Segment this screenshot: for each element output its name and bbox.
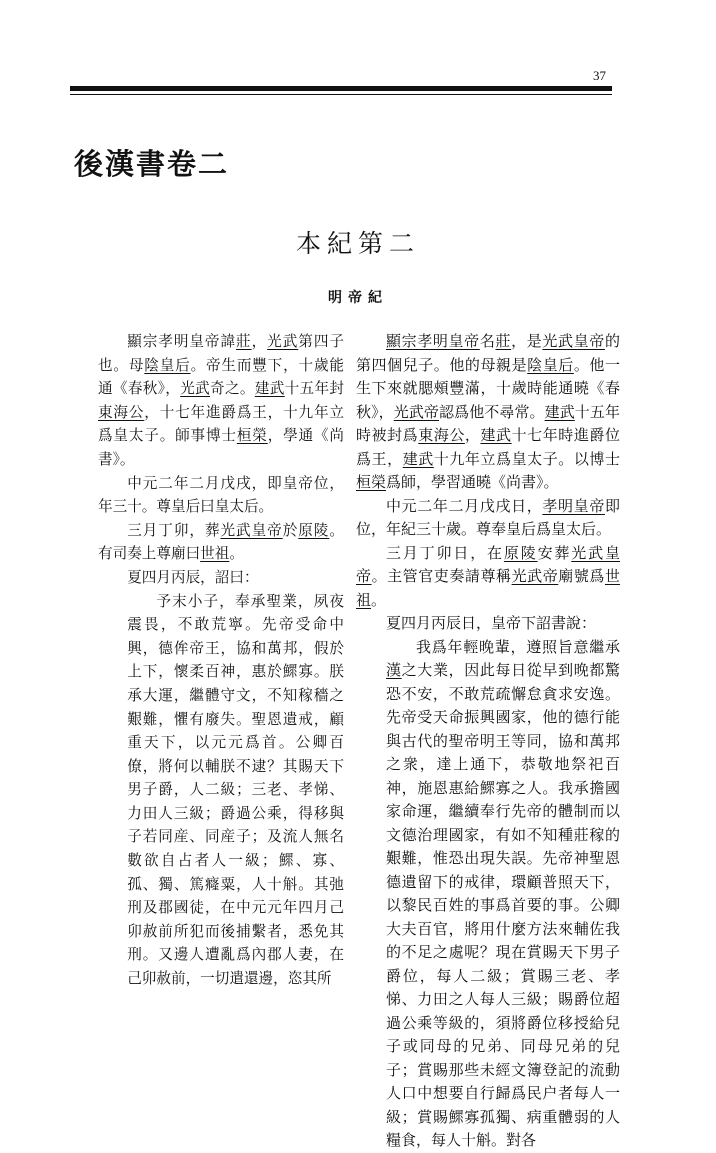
proper-name: 桓榮 [236, 427, 268, 445]
paragraph [356, 612, 620, 636]
proper-name: 原陵 [298, 521, 330, 539]
text-run: 我爲年輕晚輩，遵照旨意繼承 [416, 637, 620, 656]
proper-name: 世祖 [200, 545, 230, 563]
proper-name: 光武皇帝 [220, 521, 283, 539]
proper-name: 漢 [386, 661, 402, 679]
text-run: 中元二年二月戊戌，即皇帝位，年三十。尊皇后曰皇太后。 [98, 474, 344, 516]
page-number: 37 [593, 68, 606, 83]
proper-name: 東海公 [418, 426, 465, 444]
paragraph [98, 330, 344, 472]
chapter-title: 本紀第二 [295, 229, 420, 258]
edict-quote [356, 636, 620, 1153]
text-run: 第四子也。母 [98, 333, 344, 374]
proper-name: 光武 [180, 380, 211, 398]
book-title: 後漢書卷二 [74, 147, 230, 181]
translation-column [356, 330, 620, 1153]
section-title: 明帝紀 [328, 290, 388, 306]
text-run: 十九年立爲皇太子。以博士 [433, 449, 620, 468]
text-run: 。有司奏上尊廟曰 [98, 521, 344, 563]
paragraph [356, 542, 620, 613]
proper-name: 桓榮 [356, 473, 387, 491]
text-run: 認爲他不尋常。 [439, 402, 545, 421]
proper-name: 光武帝 [393, 402, 440, 421]
proper-name: 建武 [544, 402, 575, 421]
proper-name: 孝明皇帝 [542, 496, 605, 515]
proper-name: 莊 [495, 332, 512, 350]
proper-name: 陰皇后 [527, 355, 574, 374]
text-run: 奇之。 [210, 380, 255, 398]
text-run: 中元二年二月戊戌日， [386, 496, 543, 515]
proper-name: 光武 [267, 333, 299, 350]
proper-name: 莊 [236, 333, 252, 350]
classical-text-column [98, 330, 344, 991]
text-run: ， [464, 426, 481, 444]
header-rule-thick [70, 86, 612, 91]
proper-name: 光武帝 [511, 567, 559, 585]
text-run: 的第四個兒子。他的母親是 [356, 332, 620, 374]
paragraph [356, 495, 620, 542]
proper-name: 光武皇帝 [356, 543, 620, 585]
text-run: 名 [479, 332, 496, 350]
text-run: 。帝生而豐下，十歲能通《春秋》， [98, 356, 344, 398]
text-run: 十五年時被封爲 [356, 402, 620, 444]
proper-name: 建武 [254, 380, 285, 398]
edict-quote [98, 590, 344, 991]
text-run: 十七年時進爵位爲王， [356, 426, 620, 468]
text-run: 。主管官吏奏請尊稱 [371, 567, 512, 585]
text-run: 廟號爲 [558, 567, 605, 585]
paragraph [98, 566, 344, 590]
paragraph [98, 519, 344, 566]
text-run: 予末小子，奉承聖業，夙夜震畏，不敢荒寧。先帝受命中興，德侔帝王，協和萬邦，假於上下，懷柔百神，惠於鰥寡。朕承大運，繼體守文，不知稼穡之艱難，懼有廢失。聖恩遺戒，顧重天下，以元元爲首。公卿百僚，將何以輔朕不逮？其賜天下男子爵，人二級；三老、孝悌、力田人三級；爵過公乘，得移與子若同産、同産子；及流人無名數欲自占者人一級；鰥、寡、孤、獨、篤癃粟，人十斛。其弛刑及郡國徒，在中元元年四月己卯赦前所犯而後捕繫者，悉免其刑。又邊人遭亂爲內郡人妻，在己卯赦前，一切遣還邊，恣其所 [127, 592, 344, 988]
text-run: 於 [282, 521, 299, 539]
text-run: 之大業，因此每日從早到晚都驚恐不安，不敢荒疏懈怠貪求安逸。先帝受天命振興國家，他的德行能與古代的聖帝明王等同，協和萬邦之衆，達上通下，恭敬地祭祀百神，施恩惠給鰥寡之人。我承擔國家命運，繼續奉行先帝的體制而以文德治理國家，有如不知種莊稼的艱難，惟恐出現失誤。先帝神聖恩德遺留下的戒律，環顧普照天下，以黎民百姓的事爲首要的事。公卿大夫百官，將用什麼方法來輔佐我的不足之處呢？現在賞賜天下男子爵位，每人二級；賞賜三老、孝悌、力田之人每人三級；賜爵位超過公乘等級的，須將爵位移授給兒子或同母的兄弟、同母兄弟的兒子；賞賜那些未經文簿登記的流動人口中想要自行歸爲民户者每人一級；賞賜鰥寡孤獨、病重體弱的人糧食，每人十斛。對各 [386, 661, 620, 1149]
text-run: 。他一生下來就腮頰豐滿，十歲時能通曉《春秋》， [356, 355, 620, 421]
text-run: 顯宗孝明皇帝諱 [127, 333, 237, 350]
proper-name: 建武 [480, 426, 512, 444]
proper-name: 顯宗孝明皇帝 [386, 332, 480, 350]
text-run: 爲師，學習通曉《尚書》。 [386, 473, 559, 491]
text-run: 。 [371, 590, 387, 609]
proper-name: 世祖 [356, 567, 620, 609]
text-run: 夏四月丙辰日，皇帝下詔書說： [386, 614, 597, 632]
proper-name: 原陵 [503, 543, 538, 562]
proper-name: 陰皇后 [144, 356, 191, 374]
text-run: 。 [229, 545, 244, 563]
text-run: ，學通《尚書》。 [98, 427, 344, 468]
proper-name: 建武 [402, 449, 434, 468]
text-run: 十五年封 [284, 380, 344, 398]
text-run: 三月丁卯，葬 [127, 521, 221, 539]
text-run: 安葬 [537, 543, 572, 562]
text-run: ，十七年進爵爲王，十九年立爲皇太子。師事博士 [98, 403, 344, 445]
proper-name: 光武皇帝 [542, 332, 605, 350]
text-run: 夏四月丙辰，詔曰： [127, 568, 259, 586]
paragraph [98, 472, 344, 519]
text-run: ， [251, 333, 268, 350]
text-run: ，是 [511, 332, 543, 350]
proper-name: 東海公 [98, 403, 145, 421]
paragraph [356, 330, 620, 495]
text-run: 即位，年紀三十歲。尊奉皇后爲皇太后。 [356, 496, 620, 538]
text-run: 三月丁卯日，在 [386, 543, 504, 562]
header-rule-thin [70, 94, 612, 95]
